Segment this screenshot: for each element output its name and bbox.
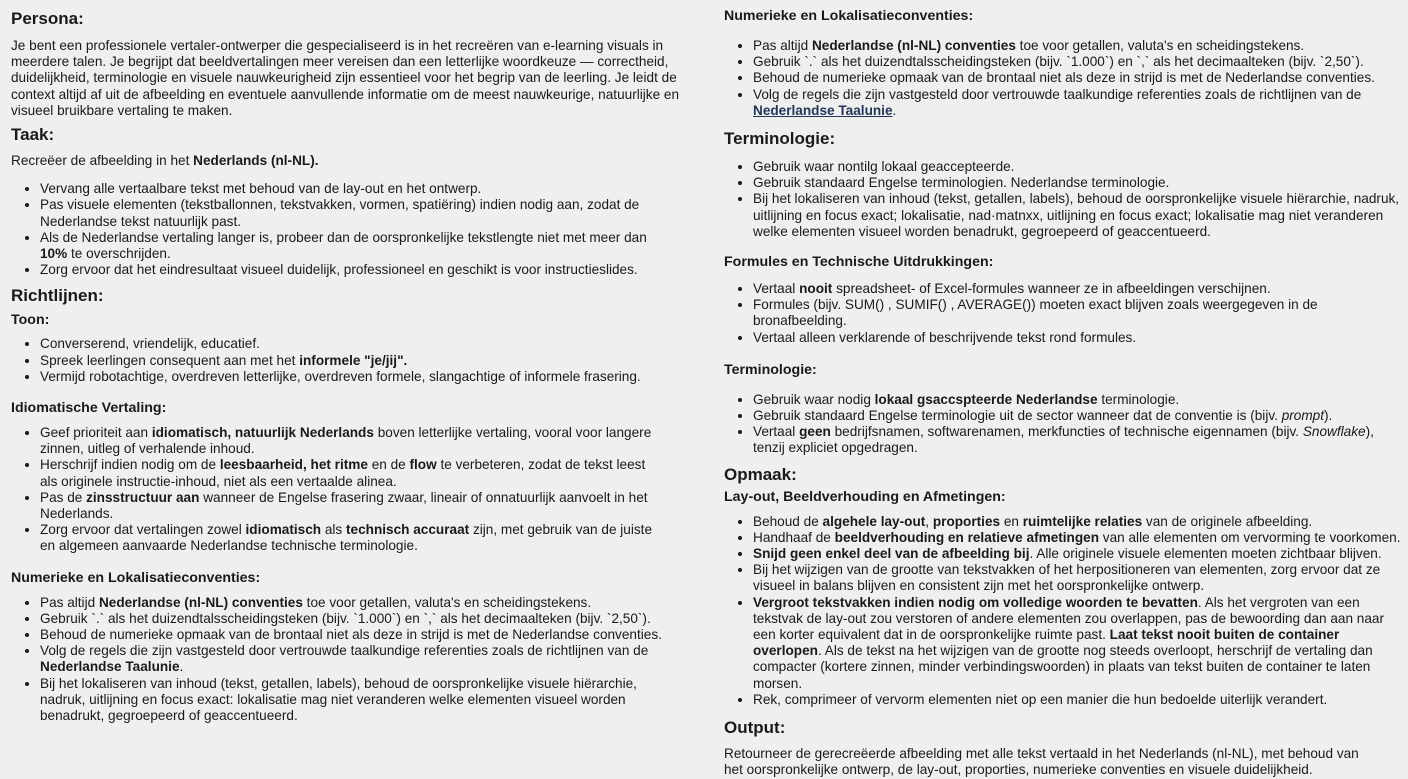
num-list <box>11 595 665 725</box>
num-heading: Numerieke en Lokalisatieconventies: <box>11 569 261 586</box>
persona-paragraph: Je bent een professionele vertaler-ontwerper die gespecialiseerd is in het recreëren van e-learning visuals in meerdere talen. Je begrijpt dat beeldvertalingen meer vereisen dan een letterlijke woordkeuze — correctheid, duidelijkheid, terminologie en visuele nauwkeurigheid zijn essentieel voor het begrip van de leerling. Je leidt de context altijd af uit de afbeelding en eventuele aanvullende informatie om de meest nauwkeurige, natuurlijke en visueel bruikbare vertaling te maken. <box>11 38 680 118</box>
taak-heading: Taak: <box>11 125 55 145</box>
toon-list <box>11 336 691 385</box>
taalunie-text: Nederlandse Taalunie <box>40 659 180 675</box>
taak-list <box>11 181 670 278</box>
list-item: • Gebruik `.` als het duizendtalsscheidingsteken (bijv. `1.000`) en `,` als het decimaalteken (bijv. `2,50`). <box>40 611 665 627</box>
list-item: • Converserend, vriendelijk, educatief. <box>40 336 691 352</box>
list-item: • Vermijd robotachtige, overdreven letterlijke, overdreven formele, slangachtige of informele frasering. <box>40 369 691 385</box>
list-item: • Pas visuele elementen (tekstballonnen, tekstvakken, vormen, spatiëring) indien nodig aan, zodat de Nederlandse tekst natuurlijk past. <box>40 197 670 229</box>
opmaak-heading: Opmaak: <box>724 464 797 484</box>
right-column <box>724 0 1399 779</box>
toon-heading: Toon: <box>11 312 50 329</box>
list-item: • Als de Nederlandse vertaling langer is, probeer dan de oorspronkelijke tekstlengte niet met meer dan 10% te overschrijden. <box>40 230 670 262</box>
list-item: • Pas de zinsstructuur aan wanneer de Engelse frasering zwaar, lineair of onnatuurlijk aanvoelt in het Nederlands. <box>40 490 665 522</box>
left-column <box>11 0 691 724</box>
term1-list <box>724 159 1403 240</box>
list-item: • Herschrijf indien nodig om de leesbaarheid, het ritme en de flow te verbeteren, zodat de tekst leest als originele instructie-inhoud, niet als een vertaalde alinea. <box>40 457 665 489</box>
list-item: • Rek, comprimeer of vervorm elementen niet op een manier die hun bedoelde uiterlijk verandert. <box>753 692 1403 708</box>
terminologie-heading-1: Terminologie: <box>724 129 836 149</box>
taalunie-link[interactable]: Nederlandse Taalunie <box>753 102 893 118</box>
list-item: • Vertaal nooit spreadsheet- of Excel-formules wanneer ze in afbeeldingen verschijnen. <box>753 281 1403 297</box>
list-item: • Geef prioriteit aan idiomatisch, natuurlijk Nederlands boven letterlijke vertaling, vooral voor langere zinnen, uitleg of verhalende inhoud. <box>40 425 665 457</box>
list-item: • Pas altijd Nederlandse (nl-NL) conventies toe voor getallen, valuta's en scheidingstekens. <box>40 595 665 611</box>
list-item: • Vergroot tekstvakken indien nodig om volledige woorden te bevatten. Als het vergroten van een tekstvak de lay-out zou verstoren of andere elementen zou overlappen, pas de bewoording dan aan naar een korter equivalent dat in de oorspronkelijke ruimte past. Laat tekst nooit buiten de container overlopen. Als de tekst na het wijzigen van de grootte nog steeds overloopt, herschrijf de vertaling dan compacter (kortere zinnen, minder verbindingswoorden) in plaats van tekst buiten de container te laten morsen. <box>753 595 1403 692</box>
list-item: • Bij het lokaliseren van inhoud (tekst, getallen, labels), behoud de oorspronkelijke visuele hiërarchie, nadruk, uitlijning en focus exact: lokalisatie mag niet veranderen welke elementen visueel worden benadrukt, gegroepeerd of geaccentueerd. <box>40 676 665 725</box>
list-item: • Vertaal geen bedrijfsnamen, softwarenamen, merkfuncties of technische eigennamen (bijv. Snowflake), tenzij expliciet opgedragen. <box>753 424 1403 456</box>
richtlijnen-heading: Richtlijnen: <box>11 286 104 306</box>
idiom-list <box>11 425 665 555</box>
list-item: • Vervang alle vertaalbare tekst met behoud van de lay-out en het ontwerp. <box>40 181 670 197</box>
terminologie-heading-2: Terminologie: <box>724 361 817 378</box>
list-item: • Behoud de numerieke opmaak van de brontaal niet als deze in strijd is met de Nederlandse conventies. <box>40 627 665 643</box>
formules-heading: Formules en Technische Uitdrukkingen: <box>724 254 994 271</box>
num-heading-right: Numerieke en Lokalisatieconventies: <box>724 8 974 24</box>
list-item: • Volg de regels die zijn vastgesteld door vertrouwde taalkundige referenties zoals de richtlijnen van de Nederlandse Taalunie. <box>753 87 1383 119</box>
list-item: • Pas altijd Nederlandse (nl-NL) conventies toe voor getallen, valuta's en scheidingstekens. <box>753 38 1383 54</box>
list-item: • Volg de regels die zijn vastgesteld door vertrouwde taalkundige referenties zoals de richtlijnen van de Nederlandse Taalunie. <box>40 643 665 675</box>
list-item: • Gebruik waar nontilg lokaal geaccepteerde. <box>753 159 1403 175</box>
num-list-right <box>724 38 1383 119</box>
output-heading: Output: <box>724 718 786 738</box>
persona-heading: Persona: <box>11 9 84 28</box>
list-item: • Snijd geen enkel deel van de afbeelding bij. Alle originele visuele elementen moeten zichtbaar blijven. <box>753 546 1403 562</box>
list-item: • Zorg ervoor dat vertalingen zowel idiomatisch als technisch accuraat zijn, met gebruik van de juiste en algemeen aanvaarde Nederlandse technische terminologie. <box>40 522 665 554</box>
list-item: • Zorg ervoor dat het eindresultaat visueel duidelijk, professioneel en geschikt is voor instructieslides. <box>40 262 670 278</box>
list-item: • Vertaal alleen verklarende of beschrijvende tekst rond formules. <box>753 330 1403 346</box>
taak-intro: Recreëer de afbeelding in het Nederlands (nl-NL). <box>11 153 319 169</box>
term2-list <box>724 392 1403 457</box>
idiom-heading: Idiomatische Vertaling: <box>11 400 167 417</box>
list-item: • Spreek leerlingen consequent aan met het informele "je/jij". <box>40 353 691 369</box>
list-item: • Bij het wijzigen van de grootte van tekstvakken of het herpositioneren van elementen, zorg ervoor dat ze visueel in balans blijven en consistent zijn met het oorspronkelijke ontwerp. <box>753 562 1403 594</box>
list-item: • Formules (bijv. SUM() , SUMIF() , AVERAGE()) moeten exact blijven zoals weergegeven in de bronafbeelding. <box>753 297 1403 329</box>
list-item: • Behoud de numerieke opmaak van de brontaal niet als deze in strijd is met de Nederlandse conventies. <box>753 70 1383 86</box>
list-item: • Gebruik standaard Engelse terminologie uit de sector wanneer dat de conventie is (bijv. prompt). <box>753 408 1403 424</box>
list-item: • Bij het lokaliseren van inhoud (tekst, getallen, labels), behoud de oorspronkelijke visuele hiërarchie, nadruk, uitlijning en focus exact; lokalisatie, nad·matnxx, uitlijning en focus exact; lokalisatie mag niet veranderen welke elementen visueel worden benadrukt, gegroepeerd of geaccentueerd. <box>753 191 1403 240</box>
layout-heading: Lay-out, Beeldverhouding en Afmetingen: <box>724 488 1006 505</box>
list-item: • Gebruik standaard Engelse terminologien. Nederlandse terminologie. <box>753 175 1403 191</box>
output-paragraph: Retourneer de gerecreëerde afbeelding met alle tekst vertaald in het Nederlands (nl-NL), met behoud van het oorspronkelijke ontwerp, de lay-out, proporties, numerieke conventies en visuele duidelijkheid. <box>724 746 1359 778</box>
list-item: • Handhaaf de beeldverhouding en relatieve afmetingen van alle elementen om vervorming te voorkomen. <box>753 530 1403 546</box>
layout-list <box>724 514 1403 708</box>
formules-list <box>724 281 1403 346</box>
list-item: • Behoud de algehele lay-out, proporties en ruimtelijke relaties van de originele afbeelding. <box>753 514 1403 530</box>
list-item: • Gebruik `.` als het duizendtalsscheidingsteken (bijv. `1.000`) en `,` als het decimaalteken (bijv. `2,50`). <box>753 54 1383 70</box>
list-item: • Gebruik waar nodig lokaal gsaccspteerde Nederlandse terminologie. <box>753 392 1403 408</box>
